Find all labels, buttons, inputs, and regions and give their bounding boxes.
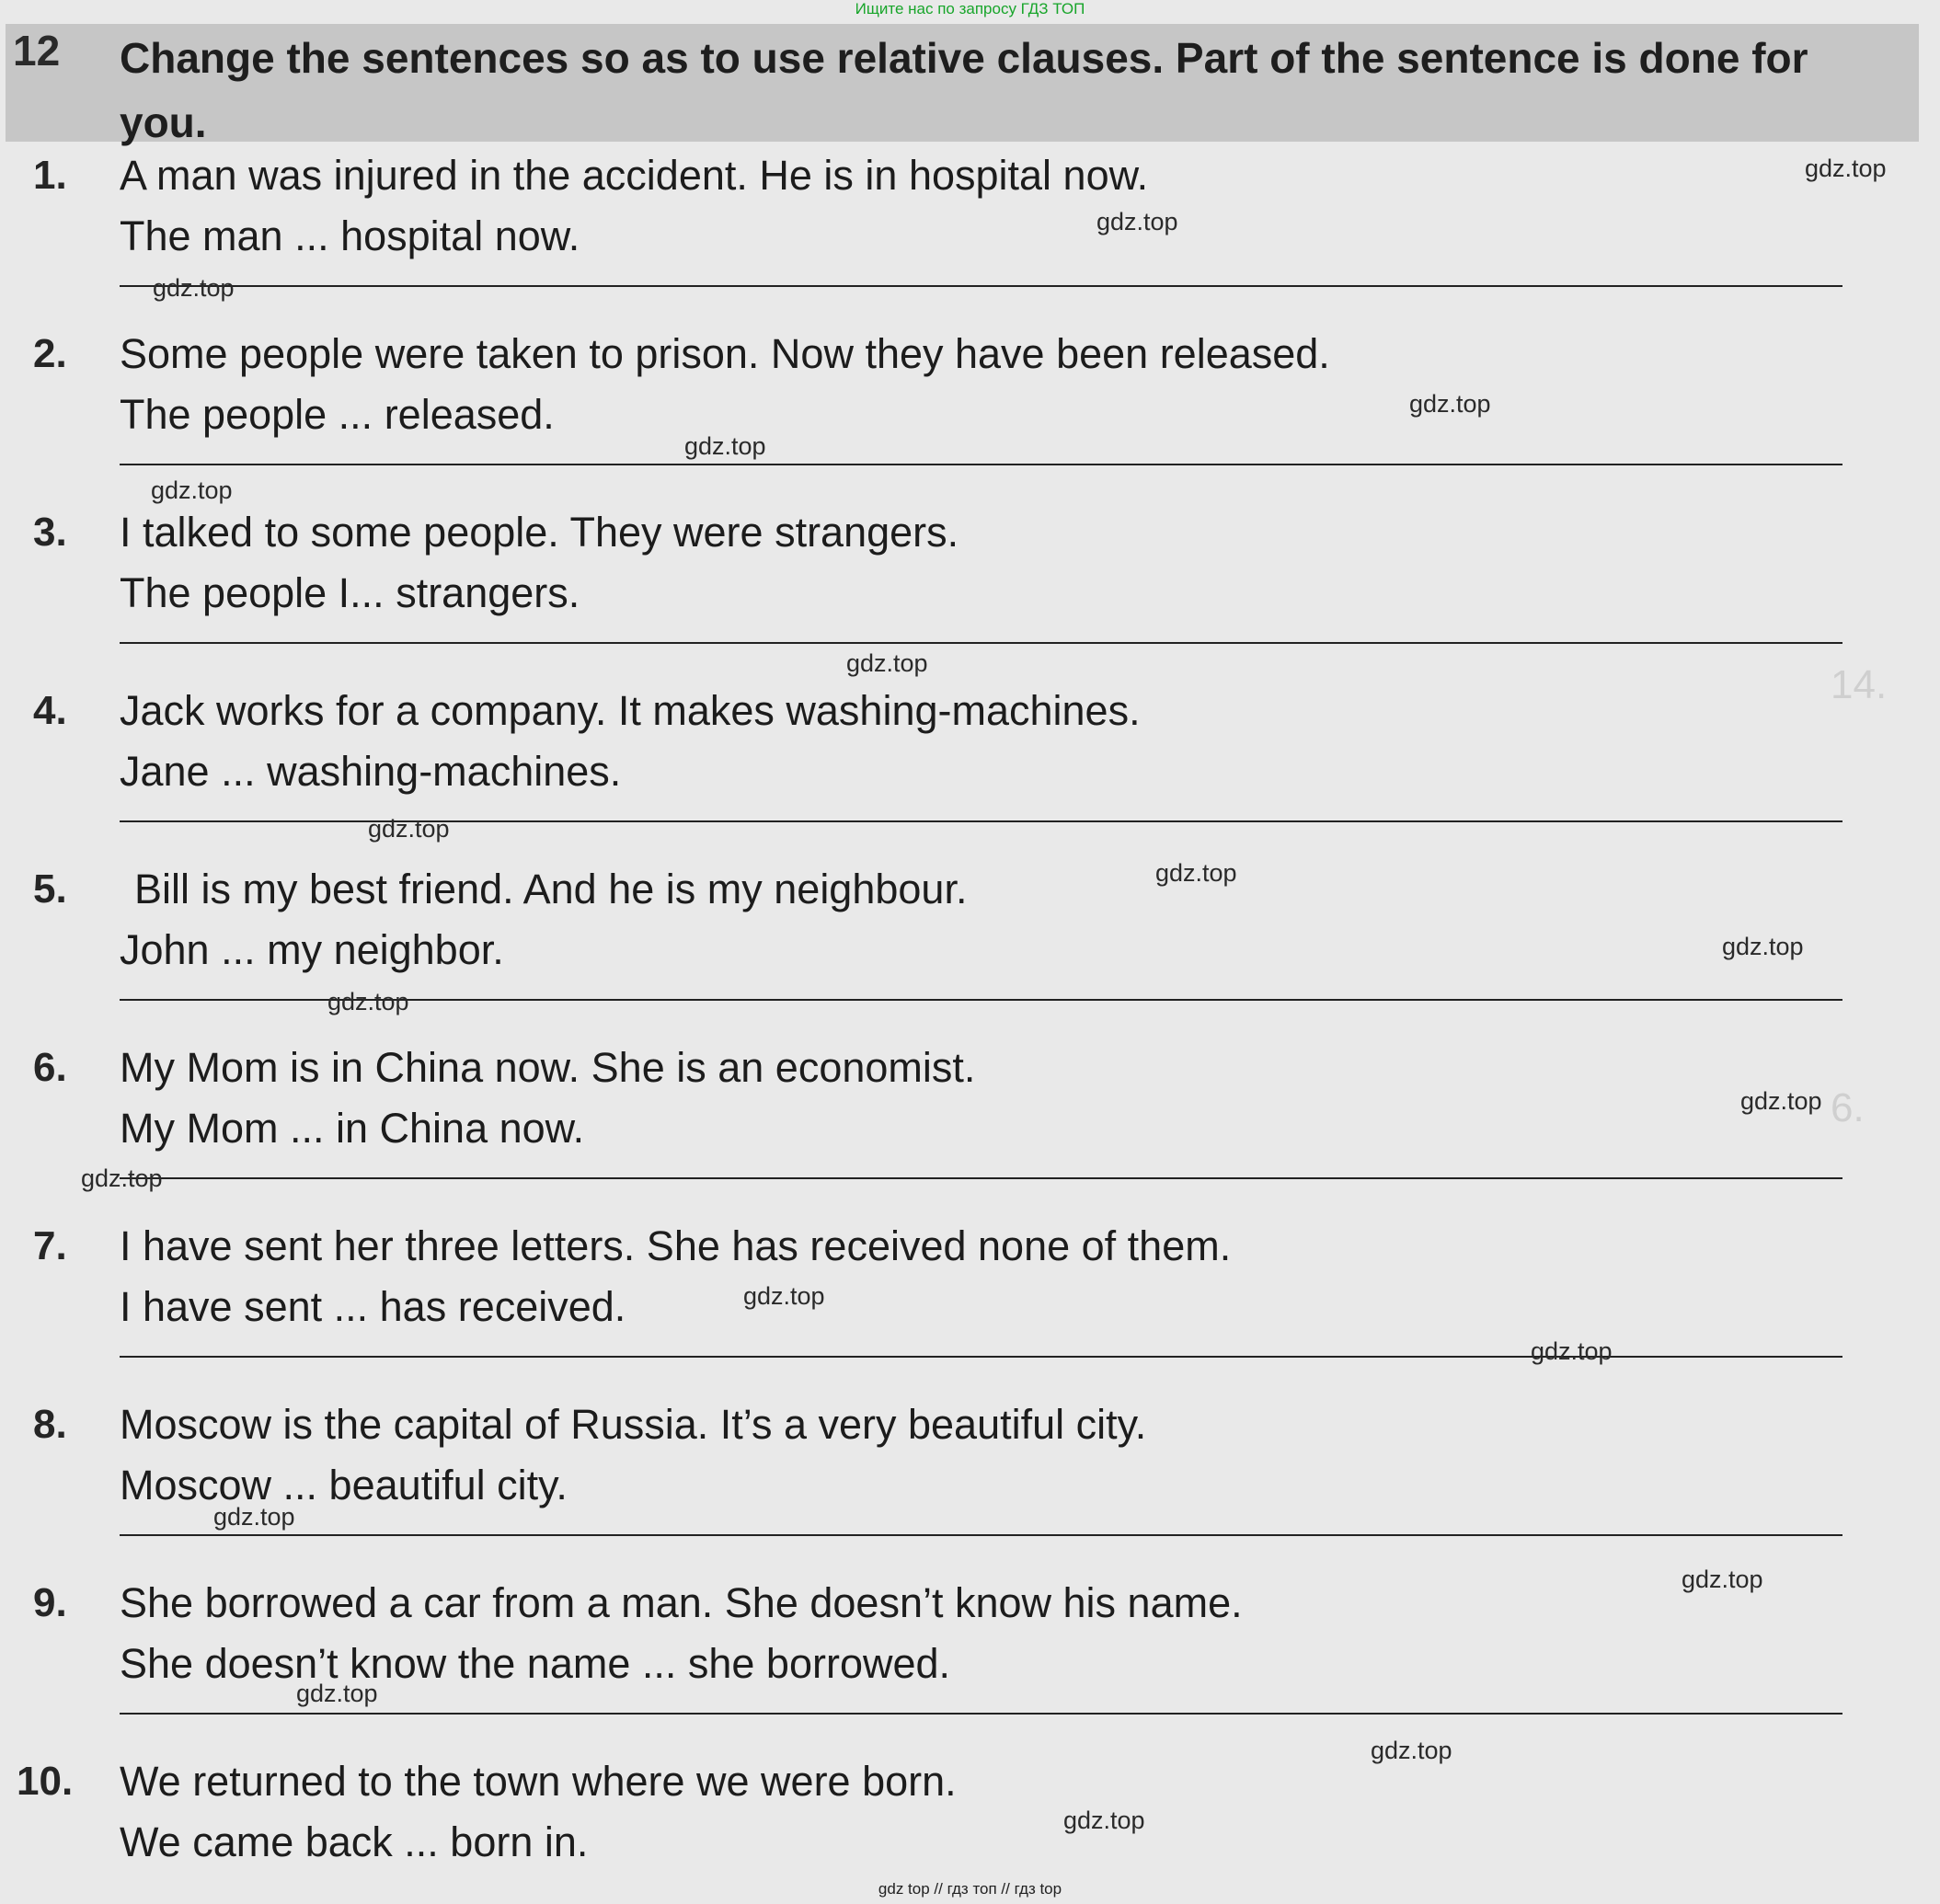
watermark: gdz.top bbox=[1682, 1566, 1763, 1593]
watermark: gdz.top bbox=[743, 1282, 825, 1310]
item-sentence: I talked to some people. They were strangers. bbox=[120, 509, 959, 556]
bleed-through-mark: 14. bbox=[1831, 662, 1888, 707]
watermark: gdz.top bbox=[1371, 1737, 1452, 1764]
watermark: gdz.top bbox=[1722, 933, 1804, 960]
item-number: 7. bbox=[33, 1223, 67, 1268]
item-sentence: Moscow is the capital of Russia. It’s a very beautiful city. bbox=[120, 1401, 1147, 1448]
item-sentence: A man was injured in the accident. He is in hospital now. bbox=[120, 152, 1149, 199]
exercise-item bbox=[0, 1577, 1940, 1755]
item-sentence: We returned to the town where we were born. bbox=[120, 1758, 957, 1805]
item-number: 10. bbox=[17, 1759, 74, 1804]
exercise-item bbox=[0, 506, 1940, 684]
watermark: gdz.top bbox=[368, 815, 450, 843]
answer-line[interactable] bbox=[120, 1177, 1842, 1179]
watermark: gdz.top bbox=[1155, 859, 1237, 887]
watermark: gdz.top bbox=[327, 988, 409, 1015]
item-sentence: She borrowed a car from a man. She doesn’t know his name. bbox=[120, 1579, 1243, 1626]
answer-line[interactable] bbox=[120, 642, 1842, 644]
exercise-item bbox=[0, 1220, 1940, 1398]
item-number: 6. bbox=[33, 1045, 67, 1090]
answer-line[interactable] bbox=[120, 1713, 1842, 1715]
item-sentence: I have sent her three letters. She has received none of them. bbox=[120, 1222, 1232, 1269]
watermark: gdz.top bbox=[1063, 1807, 1145, 1834]
exercise-item bbox=[0, 863, 1940, 1041]
watermark: gdz.top bbox=[1740, 1087, 1822, 1115]
watermark: gdz.top bbox=[213, 1503, 295, 1531]
watermark: gdz.top bbox=[1096, 208, 1178, 235]
item-number: 3. bbox=[33, 510, 67, 555]
exercise-item bbox=[0, 1755, 1940, 1875]
bleed-through-mark: 6. bbox=[1831, 1085, 1865, 1130]
exercise-item bbox=[0, 1398, 1940, 1577]
watermark: gdz.top bbox=[846, 649, 928, 677]
watermark: gdz.top bbox=[296, 1680, 378, 1707]
item-prompt: I have sent ... has received. bbox=[120, 1283, 626, 1330]
watermark: gdz.top bbox=[153, 274, 235, 302]
item-prompt: We came back ... born in. bbox=[120, 1818, 589, 1865]
watermark: gdz.top bbox=[151, 476, 233, 504]
top-banner[interactable]: Ищите нас по запросу ГДЗ ТОП bbox=[855, 0, 1085, 17]
item-prompt: The people I... strangers. bbox=[120, 569, 580, 616]
item-prompt: She doesn’t know the name ... she borrowed. bbox=[120, 1640, 951, 1687]
item-number: 1. bbox=[33, 153, 67, 198]
item-number: 2. bbox=[33, 331, 67, 376]
exercise-number: 12 bbox=[13, 27, 61, 75]
item-sentence: Some people were taken to prison. Now they have been released. bbox=[120, 330, 1330, 377]
item-prompt: The man ... hospital now. bbox=[120, 212, 580, 259]
item-sentence: Bill is my best friend. And he is my neighbour. bbox=[134, 866, 968, 912]
watermark: gdz.top bbox=[1409, 390, 1491, 418]
item-sentence: My Mom is in China now. She is an economist. bbox=[120, 1044, 976, 1091]
answer-line[interactable] bbox=[120, 1534, 1842, 1536]
exercise-item bbox=[0, 149, 1940, 327]
watermark: gdz.top bbox=[81, 1164, 163, 1192]
exercise-item bbox=[0, 684, 1940, 863]
exercise-item bbox=[0, 1041, 1940, 1220]
item-prompt: Jane ... washing-machines. bbox=[120, 748, 622, 795]
watermark: gdz.top bbox=[1805, 155, 1887, 182]
exercise-title: Change the sentences so as to use relative clauses. Part of the sentence is done for you. bbox=[120, 34, 1808, 146]
item-number: 5. bbox=[33, 866, 67, 912]
item-prompt: John ... my neighbor. bbox=[120, 926, 504, 973]
footer-links[interactable]: gdz top // гдз топ // гдз top bbox=[878, 1880, 1062, 1898]
exercise-item bbox=[0, 327, 1940, 506]
watermark: gdz.top bbox=[1531, 1337, 1613, 1365]
item-sentence: Jack works for a company. It makes washing-machines. bbox=[120, 687, 1141, 734]
item-prompt: Moscow ... beautiful city. bbox=[120, 1462, 568, 1508]
item-number: 9. bbox=[33, 1580, 67, 1625]
item-prompt: The people ... released. bbox=[120, 391, 555, 438]
item-prompt: My Mom ... in China now. bbox=[120, 1105, 585, 1152]
answer-line[interactable] bbox=[120, 464, 1842, 465]
answer-line[interactable] bbox=[120, 285, 1842, 287]
item-number: 4. bbox=[33, 688, 67, 733]
item-number: 8. bbox=[33, 1402, 67, 1447]
watermark: gdz.top bbox=[684, 432, 766, 460]
